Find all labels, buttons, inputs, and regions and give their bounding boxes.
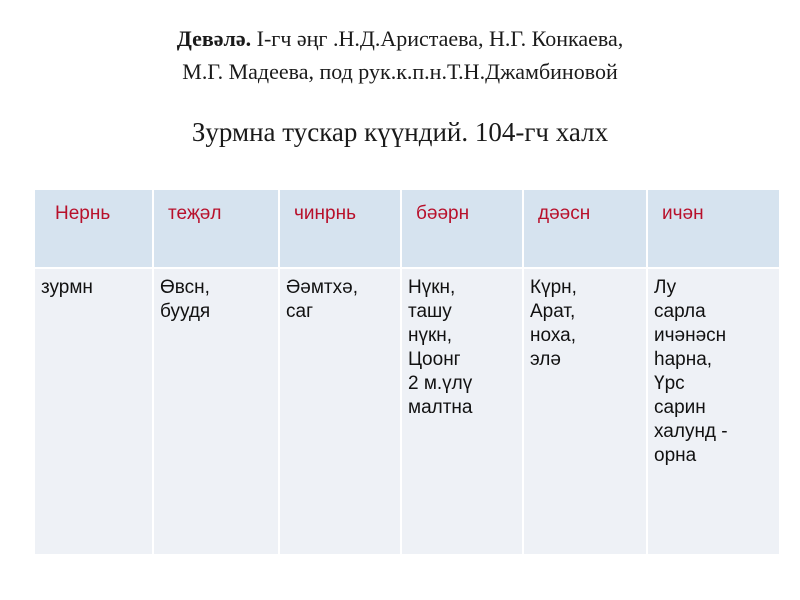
table-header-cell: бәәрн bbox=[401, 190, 523, 268]
header-line-1 bbox=[0, 22, 800, 55]
table-row bbox=[35, 268, 779, 554]
table-cell: Күрн, Арат, ноха, элә bbox=[523, 268, 647, 554]
table-header-cell: чинрнь bbox=[279, 190, 401, 268]
table-cell: зурмн bbox=[35, 268, 153, 554]
table-header-row bbox=[35, 190, 779, 268]
slide-subtitle: Зурмна тускар күүндий. 104-гч халх bbox=[191, 117, 609, 147]
header-line-2: М.Г. Мадеева, под рук.к.п.н.Т.Н.Джамбиновой bbox=[182, 59, 618, 84]
header-bold-label: Девәлә. bbox=[176, 26, 252, 51]
header-authors: I-гч әңг .Н.Д.Аристаева, Н.Г. Конкаева, bbox=[251, 26, 624, 51]
table-header-cell: Нернь bbox=[35, 190, 153, 268]
table-cell: Әәмтхә, саг bbox=[279, 268, 401, 554]
table-header-cell: теҗәл bbox=[153, 190, 279, 268]
table-header-cell: ичән bbox=[647, 190, 779, 268]
slide-header bbox=[0, 22, 800, 88]
table-cell: Өвсн, буудя bbox=[153, 268, 279, 554]
table-cell: Лу сарла ичәнәсн һарна, Үрс сарин халунд - орна bbox=[647, 268, 779, 554]
table-header-cell: дәәсн bbox=[523, 190, 647, 268]
info-table bbox=[35, 190, 779, 554]
table-cell: Нүкн, ташу нүкн, Цоонг 2 м.үлү малтна bbox=[401, 268, 523, 554]
